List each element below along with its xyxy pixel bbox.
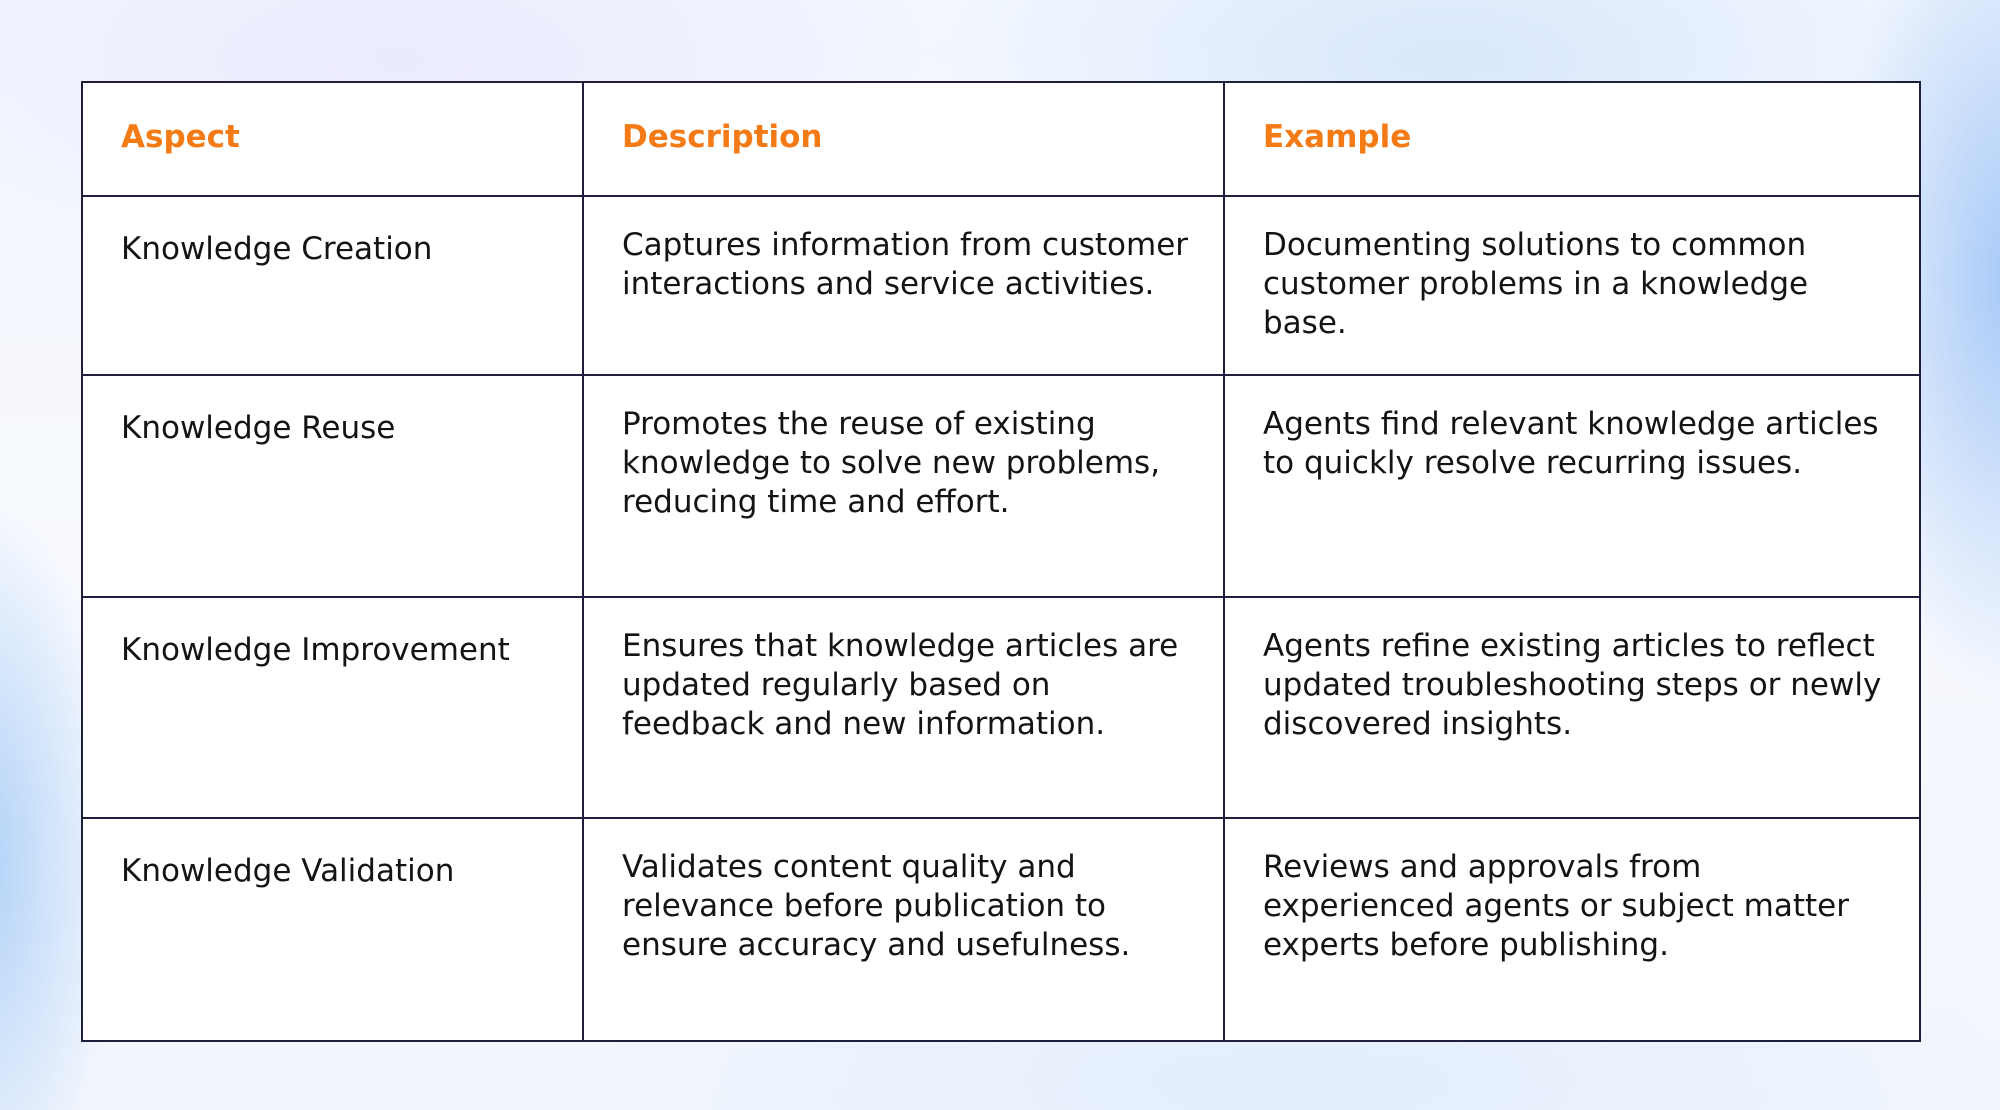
table-row (82, 196, 1920, 375)
aspect-cell: Knowledge Creation (82, 196, 583, 375)
table-row (82, 597, 1920, 818)
table-row (82, 818, 1920, 1041)
header-description: Description (583, 82, 1224, 196)
example-cell: Reviews and approvals from experienced agents or subject matter experts before publishing. (1224, 818, 1920, 1041)
table-header-row (82, 82, 1920, 196)
example-cell: Agents find relevant knowledge articles to quickly resolve recurring issues. (1224, 375, 1920, 597)
header-example: Example (1224, 82, 1920, 196)
description-cell: Captures information from customer interactions and service activities. (583, 196, 1224, 375)
example-cell: Agents refine existing articles to reflect updated troubleshooting steps or newly discovered insights. (1224, 597, 1920, 818)
table-row (82, 375, 1920, 597)
aspect-cell: Knowledge Reuse (82, 375, 583, 597)
description-cell: Promotes the reuse of existing knowledge to solve new problems, reducing time and effort. (583, 375, 1224, 597)
aspect-cell: Knowledge Validation (82, 818, 583, 1041)
example-cell: Documenting solutions to common customer problems in a knowledge base. (1224, 196, 1920, 375)
aspect-cell: Knowledge Improvement (82, 597, 583, 818)
header-aspect: Aspect (82, 82, 583, 196)
knowledge-aspects-table (81, 81, 1921, 1042)
description-cell: Validates content quality and relevance before publication to ensure accuracy and usefulness. (583, 818, 1224, 1041)
knowledge-aspects-table-container (81, 81, 1919, 1040)
description-cell: Ensures that knowledge articles are updated regularly based on feedback and new information. (583, 597, 1224, 818)
